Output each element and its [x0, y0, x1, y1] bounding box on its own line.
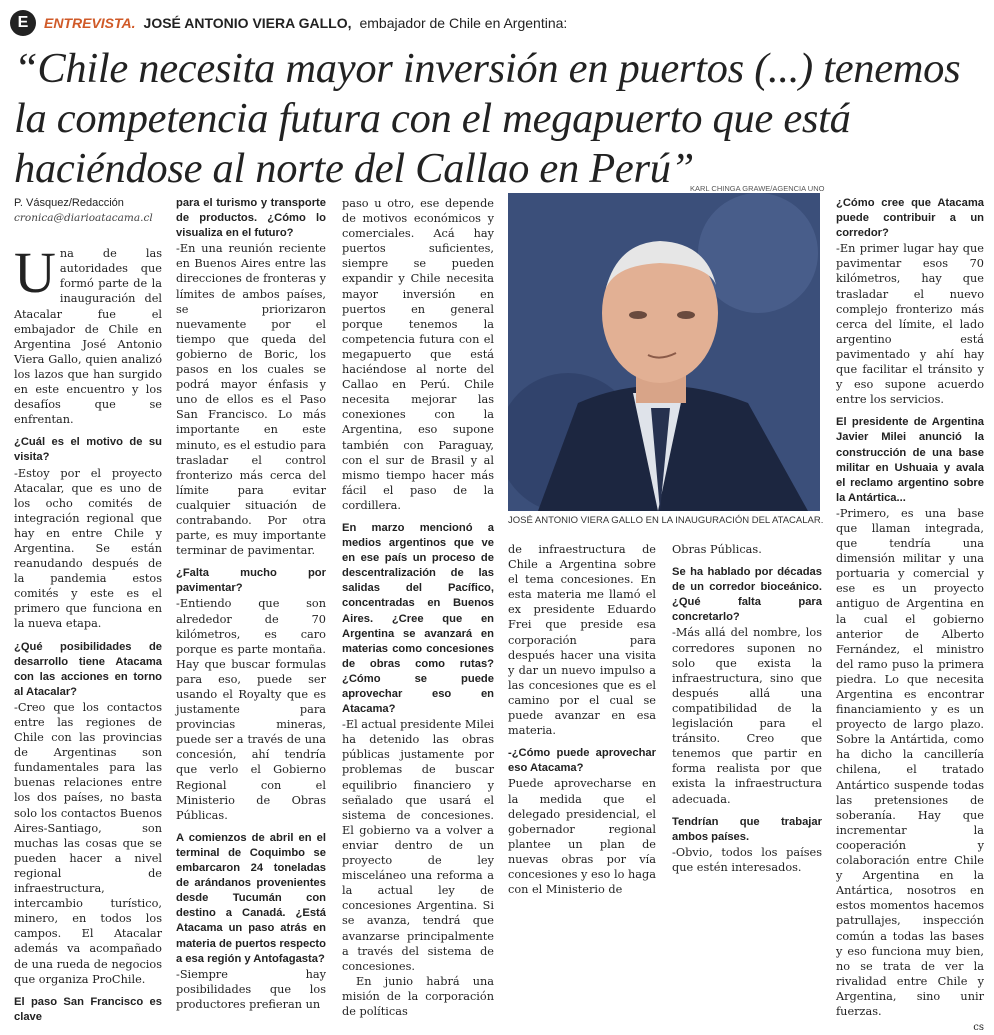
answer-5-start: -Siempre hay posibilidades que los productores prefieran un — [176, 967, 326, 1011]
end-mark-glyph: cs — [973, 1022, 984, 1034]
question-11: El presidente de Argentina Javier Milei anunció la construcción de una base militar en Ushuaia y avala el reclamo argentino sobre la Antártica... — [836, 416, 984, 504]
column-2 — [176, 196, 326, 1012]
answer-6: -El actual presidente Milei ha detenido las obras públicas justamente por problemas de buscar equilibrio financiero y señalado que usará el sistema de concesiones. El gobierno va a volver a enviar dentro de un proyecto de ley misceláneo una reforma a la actual ley de concesiones Argentina. Si se avanza, tendrá que avanzarse principalmente a través del sistema de concesiones. — [342, 718, 494, 973]
question-6: En marzo mencionó a medios argentinos que ve en ese país un proceso de descentralización de las salidas del Pacífico, concentradas en Buenos Aires. ¿Cree que en Argentina se avanzará en materias como concesiones de obras como rutas? ¿Cómo se puede aprovechar eso en Atacama? — [342, 521, 494, 716]
intro-text: na de las autoridades que formó parte de la inauguración del Atacalar fue el embajador de Chile en Argentina José Antonio Viera Gallo, quien analizó los lazos que han surgido en este encuentro y los desafíos que se enfrentan. — [14, 247, 162, 427]
answer-2: -Creo que los contactos entre las regiones de Chile con las provincias de Argentinas son fundamentales para las buenas relaciones entre los dos países, no basta solo los contactos Buenos Aires-Santiago, son muchas las cosas que se pueden hacer a nivel regional de infraestructura, intercambio turístico, minero, en todos los campos. El Atacalar además va acompañado de una rueda de negocios que organiza ProChile. — [14, 700, 162, 986]
photo-credit: KARL CHINGA GRAWE/AGENCIA UNO — [690, 184, 825, 193]
headline: “Chile necesita mayor inversión en puertos (...) tenemos la competencia futura con el megapuerto que está haciéndose al norte del Callao en Perú” — [14, 45, 961, 192]
portrait-illustration — [508, 193, 820, 511]
answer-8: -Más allá del nombre, los corredores suponen no solo que exista la infraestructura, sino que después allá una compatibilidad de la legislación para el tránsito. Creo que tenemos que partir en forma realista por que exista la infraestructura adecuada. — [672, 626, 822, 806]
column-6 — [836, 196, 984, 1035]
question-5: A comienzos de abril en el terminal de Coquimbo se embarcaron 24 toneladas de arándanos provenientes desde Tucumán con destino a Canadá. ¿Está Atacama un paso atrás en materia de puertos respecto a esa región y Antofagasta? — [176, 831, 326, 965]
question-3-cont: para el turismo y transporte de productos. ¿Cómo lo visualiza en el futuro? — [176, 197, 326, 240]
answer-6b: En junio habrá una misión de la corporación de políticas — [342, 974, 494, 1018]
interviewee-name: JOSÉ ANTONIO VIERA GALLO, — [143, 15, 352, 31]
answer-7-start: Puede aprovecharse en la medida que el delegado presidencial, el gobernador regional plantee un plan de nuevas obras por vía concesiones y eso lo haga con el Ministerio de — [508, 777, 656, 897]
column-1 — [14, 196, 162, 1025]
byline-author: P. Vásquez/Redacción — [14, 197, 124, 209]
answer-11: -Primero, es una base que llaman integrada, que tendría una dimensión militar y una portuaria y comercial y ese es un proyecto antiguo de Argentina en la cual el gobierno anterior de Alberto Fernández, el ministro del ramo puso la primera piedra. Lo que necesita Argentina es encontrar financiamiento y es un proyecto de largo plazo. Sobre la Antártida, como ha dicho la cancillería chilena, el tratado Antártico suspende todas las pretensiones de soberanía. Hay que incrementar la cooperación y colaboración entre Chile y Argentina en la Antártica, nosotros en estos momentos hacemos patrullajes, inspección común a todas las bases y eso funciona muy bien, no se trata de ver la rivalidad entre Chile y Argentina, sino unir fuerzas. — [836, 506, 984, 1018]
section-badge: E — [10, 10, 36, 36]
dropcap: U — [14, 240, 56, 306]
question-2: ¿Qué posibilidades de desarrollo tiene Atacama con las acciones en torno al Atacalar? — [14, 640, 162, 698]
column-5 — [672, 542, 822, 875]
byline-email: cronica@diarioatacama.cl — [14, 212, 153, 225]
interviewee-role: embajador de Chile en Argentina: — [359, 15, 568, 31]
question-8: Se ha hablado por décadas de un corredor bioceánico. ¿Qué falta para concretarlo? — [672, 566, 822, 624]
column-3 — [342, 196, 494, 1019]
section-label: ENTREVISTA. — [44, 15, 136, 31]
question-3-start: El paso San Francisco es clave — [14, 995, 162, 1023]
question-9: Tendrían que trabajar ambos países. — [672, 815, 822, 843]
answer-4: -Entiendo que son alrededor de 70 kilómetros, es caro porque es parte montaña. Hay que buscar formulas para eso, puede ser usando el Royalty que es justamente para provincias mineras, puede ser a través de una concesión, ahí tendría que verlo el Gobierno Regional con el Ministerio de Obras Públicas. — [176, 597, 326, 822]
kicker — [10, 10, 567, 36]
question-1: ¿Cuál es el motivo de su visita? — [14, 436, 162, 464]
end-mark — [836, 1019, 984, 1035]
column-4 — [508, 542, 656, 897]
answer-7-cont: Obras Públicas. — [672, 543, 762, 556]
answer-10: -En primer lugar hay que pavimentar esos 70 kilómetros, hay que trasladar el nuevo complejo fronterizo más cerca del límite, el lado argentino está pavimentado y ahí hay que facilitar el tránsito y y eso supone acuerdo entre los servicios. — [836, 242, 984, 407]
intro-paragraph — [14, 240, 162, 427]
answer-5-cont: paso u otro, ese depende de motivos económicos y comerciales. Acá hay puertos suficientes, siempre se pueden expandir y Chile necesita mayor inversión en puertos en general porque tenemos la competencia futura con el megapuerto que está haciéndose al norte del Callao en Perú. Chile necesita mejorar las conexiones con la Argentina, eso supone también con Paraguay, con el sur de Brasil y al mismo tiempo hacer más fácil el paso de la cordillera. — [342, 197, 494, 512]
question-10: ¿Cómo cree que Atacama puede contribuir a un corredor? — [836, 197, 984, 240]
photo-caption: JOSÉ ANTONIO VIERA GALLO EN LA INAUGURACIÓN DEL ATACALAR. — [508, 515, 824, 526]
answer-9: -Obvio, todos los países que estén interesados. — [672, 845, 822, 874]
question-7: -¿Cómo puede aprovechar eso Atacama? — [508, 747, 656, 775]
answer-3: -En una reunión reciente en Buenos Aires entre las direcciones de fronteras y límites de ambos países, se priorizaron nuevamente por el tiempo que queda del gobierno de Boric, los pasos en los cuales se podrá mayor énfasis y uno de ellos es el Paso San Francisco. Lo más importante en este minuto, es el estudio para trasladar el control fronterizo más cerca del límite para evitar cualquier situación de contrabando. Por otra parte, es muy importante terminar de pavimentar. — [176, 242, 326, 558]
portrait-photo — [508, 193, 820, 511]
question-4: ¿Falta mucho por pavimentar? — [176, 567, 326, 595]
answer-6c: de infraestructura de Chile a Argentina sobre el tema concesiones. En esta materia me llamó el ex presidente Eduardo Frei que preside esa corporación para después hacer una visita y dar un nuevo impulso a las concesiones que es el camino por el cual se puede avanzar en esa materia. — [508, 543, 656, 738]
answer-1: -Estoy por el proyecto Atacalar, que es uno de los ocho comités de integración regional que hay en entre Chile y Argentina. Se están reanudando después de la pandemia estos comités y este es el primero que funciona en la nueva etapa. — [14, 466, 162, 631]
